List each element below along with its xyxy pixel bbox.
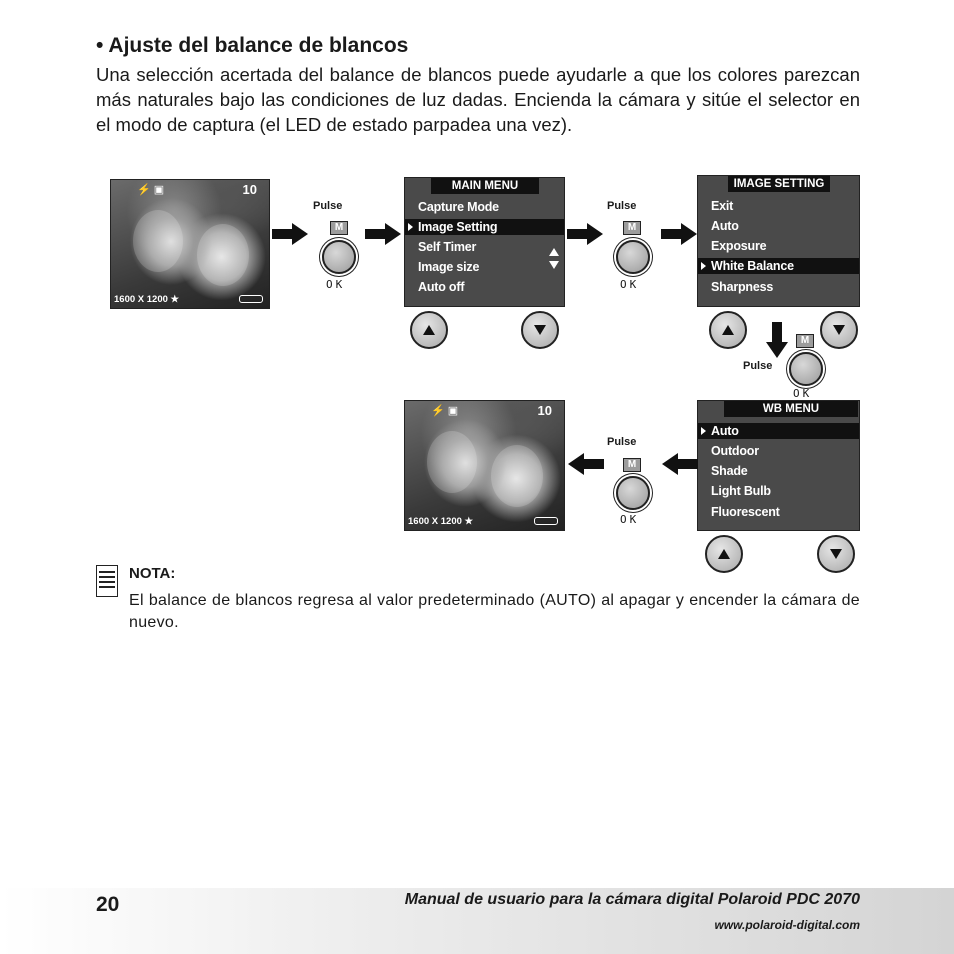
section-heading: • Ajuste del balance de blancos (96, 34, 409, 57)
down-arrow-icon (833, 325, 845, 335)
ok-label: OK (620, 513, 640, 526)
image-setting-title: IMAGE SETTING (728, 176, 830, 192)
wb-menu-title: WB MENU (724, 401, 858, 417)
ok-button[interactable] (616, 240, 650, 274)
note-title: NOTA: (129, 565, 176, 582)
flash-camera-icon: ⚡ ▣ (137, 184, 165, 196)
shots-remaining: 10 (537, 403, 552, 418)
ok-button[interactable] (322, 240, 356, 274)
down-button[interactable] (820, 311, 858, 349)
ok-button[interactable] (789, 352, 823, 386)
m-key-icon: M (330, 221, 348, 235)
m-key-icon: M (796, 334, 814, 348)
camera-preview-screen (110, 179, 270, 309)
menu-item-auto[interactable]: Auto (711, 219, 739, 233)
page-number: 20 (96, 893, 120, 916)
menu-item-capture-mode[interactable]: Capture Mode (418, 200, 499, 214)
menu-item-auto[interactable]: Auto (698, 423, 859, 439)
menu-item-image-size[interactable]: Image size (418, 260, 480, 274)
image-setting-menu-screen (697, 175, 860, 307)
pulse-label: Pulse (313, 200, 343, 212)
website-url[interactable]: www.polaroid-digital.com (714, 918, 860, 932)
note-body: El balance de blancos regresa al valor predeterminado (AUTO) al apagar y encender la cámara de nuevo. (129, 592, 860, 631)
selection-pointer-icon (701, 262, 706, 270)
arrow-right-icon (365, 223, 401, 245)
up-button[interactable] (709, 311, 747, 349)
flash-camera-icon: ⚡ ▣ (431, 405, 459, 417)
down-button[interactable] (817, 535, 855, 573)
menu-item-fluorescent[interactable]: Fluorescent (711, 505, 780, 519)
intro-paragraph: Una selección acertada del balance de blancos puede ayudarle a que los colores parezcan más naturales bajo las condiciones de luz dadas. Encienda la cámara y sitúe el selector en el modo de captura (el LED de estado parpadea una vez). (96, 64, 860, 135)
ok-label: OK (326, 278, 346, 291)
shots-remaining: 10 (242, 182, 257, 197)
star-icon: ★ (170, 294, 180, 305)
up-arrow-icon (722, 325, 734, 335)
ok-label: OK (620, 278, 640, 291)
arrow-left-icon (662, 453, 698, 475)
menu-item-outdoor[interactable]: Outdoor (711, 444, 759, 458)
wb-menu-screen (697, 400, 860, 531)
camera-preview-screen (404, 400, 565, 531)
menu-item-auto-off[interactable]: Auto off (418, 280, 465, 294)
ok-label: OK (793, 387, 813, 400)
menu-item-self-timer[interactable]: Self Timer (418, 240, 477, 254)
arrow-right-icon (567, 223, 603, 245)
battery-icon (239, 295, 263, 303)
selection-pointer-icon (408, 223, 413, 231)
down-button[interactable] (521, 311, 559, 349)
arrow-down-icon (766, 322, 788, 358)
menu-item-sharpness[interactable]: Sharpness (711, 280, 774, 294)
pulse-label: Pulse (743, 360, 773, 372)
menu-item-exit[interactable]: Exit (711, 199, 734, 213)
scroll-up-icon (549, 248, 559, 256)
pulse-label: Pulse (607, 200, 637, 212)
up-arrow-icon (718, 549, 730, 559)
main-menu-screen (404, 177, 565, 307)
down-arrow-icon (534, 325, 546, 335)
note-icon (96, 565, 118, 597)
pulse-label: Pulse (607, 436, 637, 448)
arrow-right-icon (272, 223, 308, 245)
resolution-label: 1600 X 1200 ★ (408, 516, 474, 527)
arrow-left-icon (568, 453, 604, 475)
up-arrow-icon (423, 325, 435, 335)
resolution-label: 1600 X 1200 ★ (114, 294, 180, 305)
menu-item-white-balance[interactable]: White Balance (698, 258, 859, 274)
ok-button[interactable] (616, 476, 650, 510)
scroll-down-icon (549, 261, 559, 269)
manual-title: Manual de usuario para la cámara digital Polaroid PDC 2070 (404, 891, 860, 908)
selection-pointer-icon (701, 427, 706, 435)
m-key-icon: M (623, 221, 641, 235)
up-button[interactable] (410, 311, 448, 349)
main-menu-title: MAIN MENU (431, 178, 539, 194)
menu-item-image-setting[interactable]: Image Setting (405, 219, 564, 235)
menu-item-light-bulb[interactable]: Light Bulb (711, 484, 771, 498)
arrow-right-icon (661, 223, 697, 245)
menu-item-exposure[interactable]: Exposure (711, 239, 767, 253)
down-arrow-icon (830, 549, 842, 559)
menu-item-shade[interactable]: Shade (711, 464, 748, 478)
battery-icon (534, 517, 558, 525)
m-key-icon: M (623, 458, 641, 472)
star-icon: ★ (464, 516, 474, 527)
up-button[interactable] (705, 535, 743, 573)
